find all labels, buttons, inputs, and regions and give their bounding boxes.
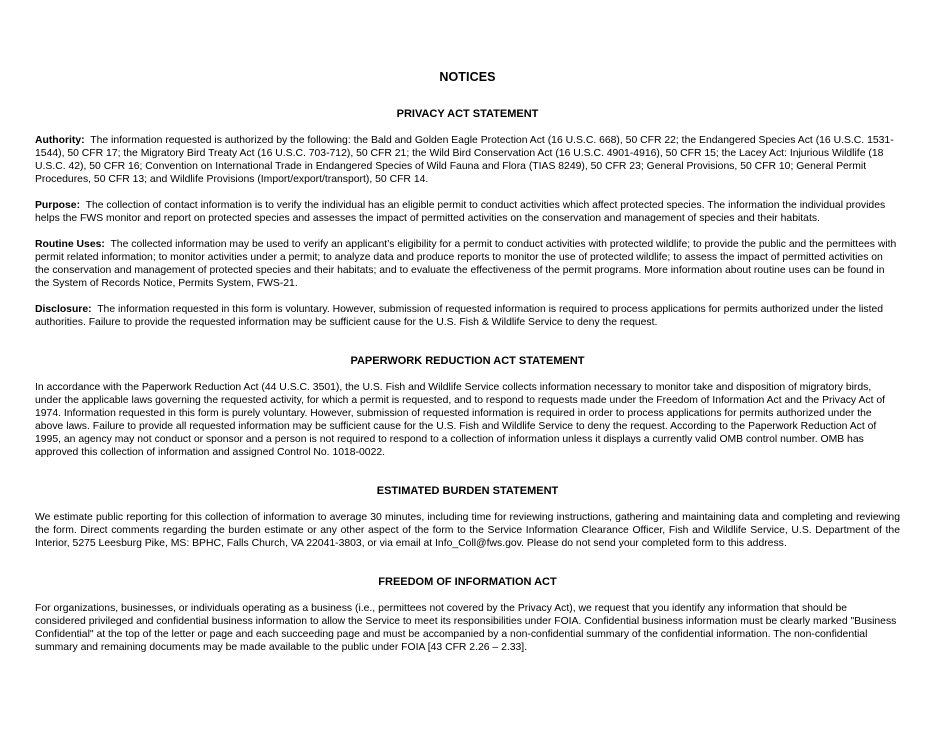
authority-label: Authority: (35, 135, 85, 146)
privacy-act-heading: PRIVACY ACT STATEMENT (396, 108, 539, 120)
purpose-paragraph (35, 199, 900, 225)
authority-paragraph (35, 134, 900, 186)
estimated-burden-heading: ESTIMATED BURDEN STATEMENT (376, 485, 559, 497)
purpose-label: Purpose: (35, 200, 81, 211)
paperwork-reduction-heading: PAPERWORK REDUCTION ACT STATEMENT (350, 355, 585, 367)
routine-uses-label: Routine Uses: (35, 239, 105, 250)
estimated-burden-text: We estimate public reporting for this collection of information to average 30 minutes, including time for reviewing instructions, gathering and maintaining data and completing and reviewing the form. Direct comments regarding the burden estimate or any other aspect of the form to the Service Information Clearance Officer, Fish and Wildlife Service, U.S. Department of the Interior, 5275 Leesburg Pike, MS: BPHC, Falls Church, VA 22041-3803, or via email at Info_Coll@fws.gov. Please do not send your completed form to this address. (35, 512, 900, 549)
purpose-text: The collection of contact information is to verify the individual has an eligible permit to conduct activities which affect protected species. The information the individual provides helps the FWS monitor and report on protected species and assesses the impact of permitted activities on the conservation and management of species and their habitats. (35, 200, 886, 224)
privacy-act-section (35, 108, 900, 329)
routine-uses-text: The collected information may be used to verify an applicant’s eligibility for a permit to conduct activities with protected wildlife; to provide the public and the permittees with permit related information; to monitor activities under a permit; to analyze data and produce reports to monitor the use of protected wildlife; to assess the impact of permitted activities on the conservation and management of protected species and their habitats; and to evaluate the effectiveness of the permit programs. More information about routine uses can be found in the System of Records Notice, Permits System, FWS-21. (35, 239, 897, 289)
paperwork-reduction-text: In accordance with the Paperwork Reduction Act (44 U.S.C. 3501), the U.S. Fish and Wildlife Service collects information necessary to monitor take and disposition of migratory birds, under the applicable laws governing the requested activity, for which a permit is requested, and to respond to requests made under the Freedom of Information Act and the Privacy Act of 1974. Information requested in this form is purely voluntary. However, submission of requested information is required in order to process applications for permits authorized under the above laws. Failure to provide all requested information may be sufficient cause for the U.S. Fish and Wildlife Service to deny the request. According to the Paperwork Reduction Act of 1995, an agency may not conduct or sponsor and a person is not required to respond to a collection of information unless it displays a currently valid OMB control number. OMB has approved this collection of information and assigned Control No. 1018-0022. (35, 382, 886, 458)
paperwork-reduction-section (35, 355, 900, 459)
estimated-burden-section (35, 485, 900, 550)
disclosure-paragraph (35, 303, 900, 329)
disclosure-text: The information requested in this form is voluntary. However, submission of requested information is required to process applications for permits authorized under the listed authorities. Failure to provide the requested information may be sufficient cause for the U.S. Fish & Wildlife Service to deny the request. (35, 304, 884, 328)
page-title: NOTICES (439, 70, 496, 84)
foia-text: For organizations, businesses, or individuals operating as a business (i.e., permittees not covered by the Privacy Act), we request that you identify any information that should be considered privileged and confidential business information to allow the Service to meet its responsibilities under FOIA. Confidential business information must be clearly marked "Business Confidential" at the top of the letter or page and each succeeding page and must be accompanied by a non-confidential summary of the confidential information. The non-confidential summary and remaining documents may be made available to the public under FOIA [43 CFR 2.26 – 2.33]. (35, 603, 897, 653)
disclosure-label: Disclosure: (35, 304, 92, 315)
foia-heading: FREEDOM OF INFORMATION ACT (378, 576, 557, 588)
authority-text: The information requested is authorized by the following: the Bald and Golden Eagle Protection Act (16 U.S.C. 668), 50 CFR 22; the Endangered Species Act (16 U.S.C. 1531-1544), 50 CFR 17; the Migratory Bird Treaty Act (16 U.S.C. 703-712), 50 CFR 21; the Wild Bird Conservation Act (16 U.S.C. 4901-4916), 50 CFR 15; the Lacey Act: Injurious Wildlife (18 U.S.C. 42), 50 CFR 16; Convention on International Trade in Endangered Species of Wild Fauna and Flora (TIAS 8249), 50 CFR 23; General Provisions, 50 CFR 10; General Permit Procedures, 50 CFR 13; and Wildlife Provisions (Import/export/transport), 50 CFR 14. (35, 135, 894, 185)
foia-section (35, 576, 900, 654)
routine-uses-paragraph (35, 238, 900, 290)
